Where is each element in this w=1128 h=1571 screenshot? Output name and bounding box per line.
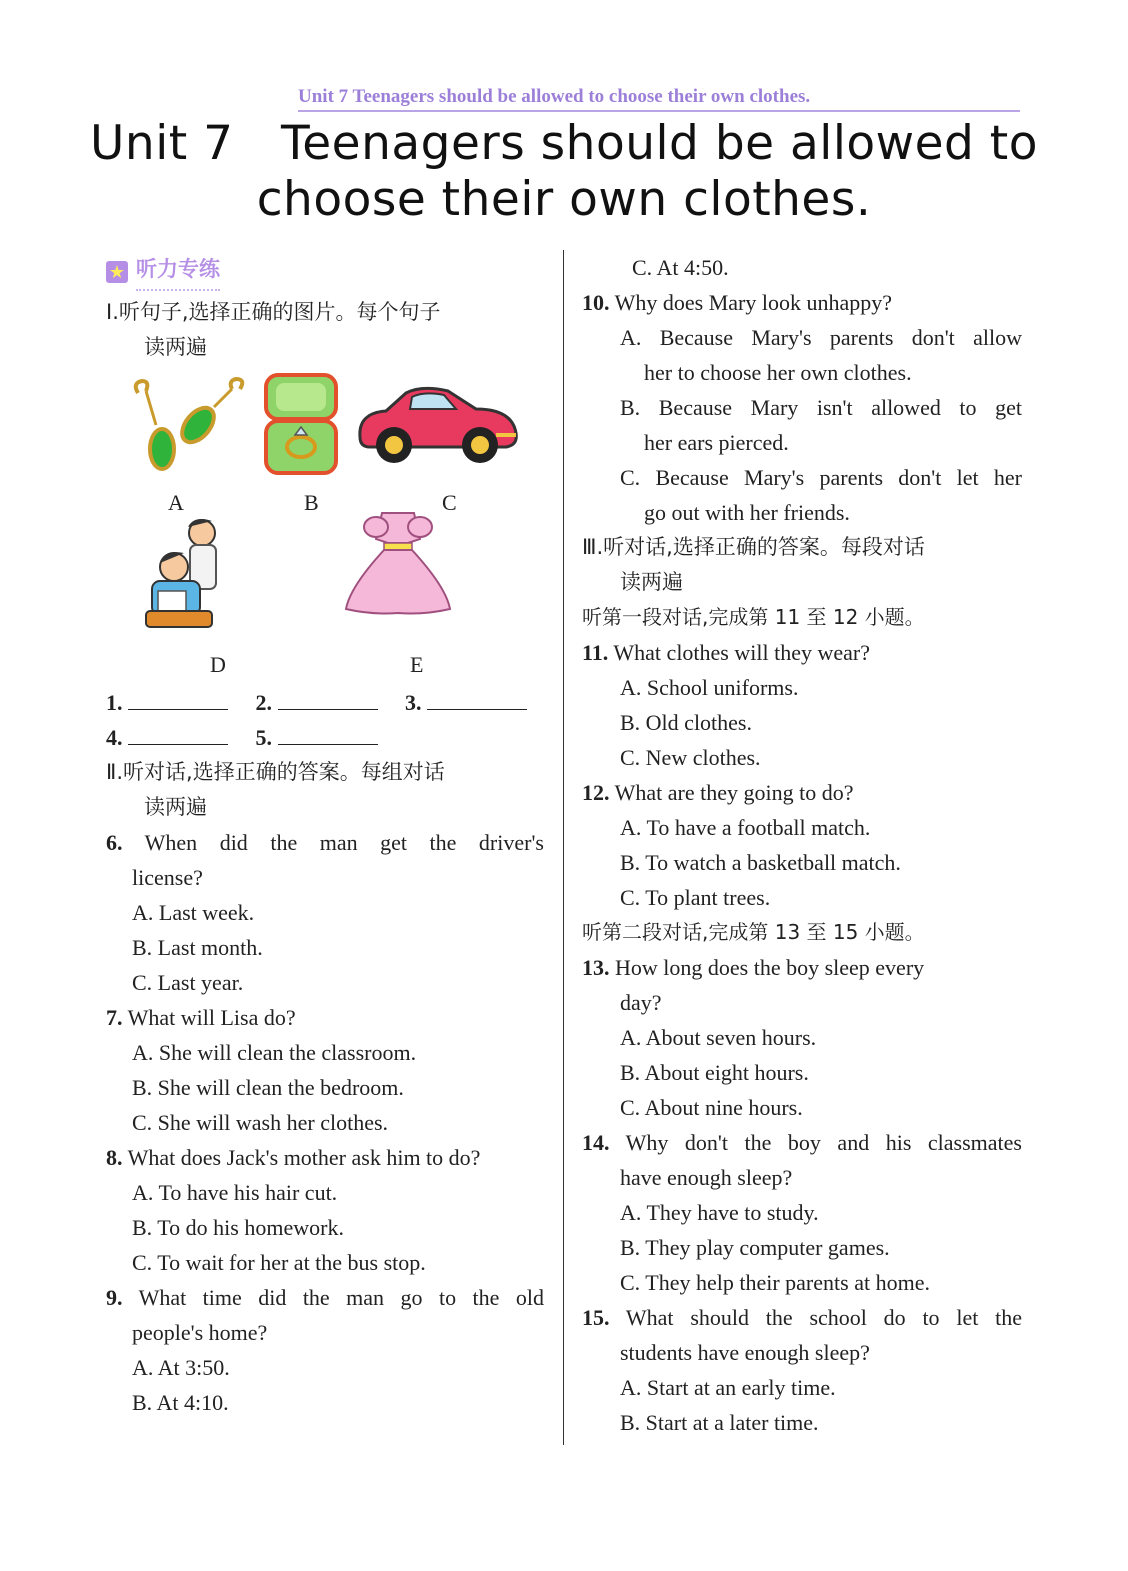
title-line-2: choose their own clothes. xyxy=(256,172,872,227)
question-13 xyxy=(582,950,1022,985)
question-9-option-c[interactable]: C. At 4:50. xyxy=(632,255,729,280)
picture-b-label: B xyxy=(304,490,319,515)
question-13-option-c[interactable]: C. About nine hours. xyxy=(620,1095,803,1120)
blank-2-number: 2. xyxy=(255,690,272,715)
picture-options xyxy=(106,365,546,685)
blank-3-number: 3. xyxy=(405,690,422,715)
question-8-option-c[interactable]: C. To wait for her at the bus stop. xyxy=(132,1250,426,1275)
picture-d-label: D xyxy=(210,652,226,677)
section-2-heading xyxy=(106,755,546,790)
question-7-option-a[interactable]: A. She will clean the classroom. xyxy=(132,1040,417,1065)
question-9-number: 9. xyxy=(106,1285,123,1310)
question-13-option-a[interactable]: A. About seven hours. xyxy=(620,1025,817,1050)
answer-blanks-row-1 xyxy=(106,685,546,720)
question-11-option-c[interactable]: C. New clothes. xyxy=(620,745,761,770)
blank-5-number: 5. xyxy=(255,725,272,750)
question-9-stem-cont: people's home? xyxy=(132,1320,268,1345)
question-15-stem-cont: students have enough sleep? xyxy=(620,1340,870,1365)
question-7-option-c[interactable]: C. She will wash her clothes. xyxy=(132,1110,389,1135)
question-9-option-b[interactable]: B. At 4:10. xyxy=(132,1390,229,1415)
ring-box-icon xyxy=(262,369,340,479)
answer-blanks-row-2 xyxy=(106,720,546,755)
left-column xyxy=(106,250,546,1420)
section-2-text: 听对话,选择正确的答案。每组对话 xyxy=(123,760,445,784)
question-12-option-c[interactable]: C. To plant trees. xyxy=(620,885,771,910)
question-12 xyxy=(582,775,1022,810)
question-6-option-a[interactable]: A. Last week. xyxy=(132,900,255,925)
question-14-option-b[interactable]: B. They play computer games. xyxy=(620,1235,890,1260)
question-10-option-b[interactable]: B. Because Mary isn't allowed to get xyxy=(620,395,1022,420)
answer-blank-3[interactable] xyxy=(427,687,527,710)
picture-e-label: E xyxy=(410,652,424,677)
question-14-number: 14. xyxy=(582,1130,610,1155)
dialogue-2-instruction: 听第二段对话,完成第 13 至 15 小题。 xyxy=(582,920,925,944)
question-15-option-b[interactable]: B. Start at a later time. xyxy=(620,1410,819,1435)
column-divider xyxy=(563,250,564,1445)
star-icon: ★ xyxy=(106,261,128,283)
question-8-option-a[interactable]: A. To have his hair cut. xyxy=(132,1180,338,1205)
question-10 xyxy=(582,285,1022,320)
question-15-number: 15. xyxy=(582,1305,610,1330)
question-6-stem: When did the man get the driver's xyxy=(144,830,544,855)
question-12-option-b[interactable]: B. To watch a basketball match. xyxy=(620,850,901,875)
question-15-stem: What should the school do to let the xyxy=(625,1305,1022,1330)
badge-label: 听力专练 xyxy=(136,252,220,291)
question-11-stem: What clothes will they wear? xyxy=(613,640,870,665)
dialogue-1-instruction: 听第一段对话,完成第 11 至 12 小题。 xyxy=(582,605,925,629)
question-10-option-a[interactable]: A. Because Mary's parents don't allow xyxy=(620,325,1022,350)
question-7-stem: What will Lisa do? xyxy=(127,1005,296,1030)
page-title xyxy=(80,116,1048,228)
picture-a-label: A xyxy=(168,490,184,515)
question-7 xyxy=(106,1000,546,1035)
picture-c-label: C xyxy=(442,490,457,515)
section-1-text: 听句子,选择正确的图片。每个句子 xyxy=(118,300,441,324)
question-14-stem: Why don't the boy and his classmates xyxy=(625,1130,1022,1155)
car-icon xyxy=(352,379,522,471)
question-11-option-a[interactable]: A. School uniforms. xyxy=(620,675,799,700)
question-6-number: 6. xyxy=(106,830,123,855)
blank-1-number: 1. xyxy=(106,690,123,715)
section-3-text-cont: 读两遍 xyxy=(620,570,683,594)
answer-blank-5[interactable] xyxy=(278,722,378,745)
answer-blank-2[interactable] xyxy=(278,687,378,710)
question-8-stem: What does Jack's mother ask him to do? xyxy=(127,1145,481,1170)
blank-4-number: 4. xyxy=(106,725,123,750)
question-12-stem: What are they going to do? xyxy=(614,780,854,805)
question-6-stem-cont: license? xyxy=(132,865,203,890)
section-3-text: 听对话,选择正确的答案。每段对话 xyxy=(603,535,925,559)
question-15 xyxy=(582,1300,1022,1335)
section-1-heading xyxy=(106,295,546,330)
title-line-1: Unit 7 Teenagers should be allowed to xyxy=(90,116,1038,171)
question-13-stem-cont: day? xyxy=(620,990,662,1015)
question-10-stem: Why does Mary look unhappy? xyxy=(614,290,892,315)
question-14-option-a[interactable]: A. They have to study. xyxy=(620,1200,819,1225)
section-1-text-cont: 读两遍 xyxy=(144,335,207,359)
question-7-option-b[interactable]: B. She will clean the bedroom. xyxy=(132,1075,404,1100)
question-12-number: 12. xyxy=(582,780,610,805)
question-8 xyxy=(106,1140,546,1175)
question-10-number: 10. xyxy=(582,290,610,315)
section-2-text-cont: 读两遍 xyxy=(144,795,207,819)
question-9-option-a[interactable]: A. At 3:50. xyxy=(132,1355,230,1380)
question-10-option-a-cont: her to choose her own clothes. xyxy=(644,360,912,385)
question-11-number: 11. xyxy=(582,640,609,665)
earrings-icon xyxy=(128,375,250,475)
question-12-option-a[interactable]: A. To have a football match. xyxy=(620,815,871,840)
running-head: Unit 7 Teenagers should be allowed to choose their own clothes. xyxy=(298,86,1020,112)
question-8-number: 8. xyxy=(106,1145,123,1170)
question-9 xyxy=(106,1280,546,1315)
question-6-option-c[interactable]: C. Last year. xyxy=(132,970,244,995)
section-3-label: Ⅲ. xyxy=(582,535,604,559)
question-10-option-c[interactable]: C. Because Mary's parents don't let her xyxy=(620,465,1022,490)
listening-badge xyxy=(106,252,546,291)
haircut-icon xyxy=(142,515,226,631)
dress-icon xyxy=(342,509,454,617)
question-13-option-b[interactable]: B. About eight hours. xyxy=(620,1060,809,1085)
answer-blank-4[interactable] xyxy=(128,722,228,745)
question-14-option-c[interactable]: C. They help their parents at home. xyxy=(620,1270,930,1295)
section-2-label: Ⅱ. xyxy=(106,760,124,784)
answer-blank-1[interactable] xyxy=(128,687,228,710)
section-3-heading xyxy=(582,530,1022,565)
question-9-stem: What time did the man go to the old xyxy=(138,1285,544,1310)
question-11 xyxy=(582,635,1022,670)
question-15-option-a[interactable]: A. Start at an early time. xyxy=(620,1375,836,1400)
question-11-option-b[interactable]: B. Old clothes. xyxy=(620,710,752,735)
section-1-label: Ⅰ. xyxy=(106,300,119,324)
question-10-option-b-cont: her ears pierced. xyxy=(644,430,789,455)
question-6-option-b[interactable]: B. Last month. xyxy=(132,935,263,960)
question-14 xyxy=(582,1125,1022,1160)
question-13-number: 13. xyxy=(582,955,610,980)
question-10-option-c-cont: go out with her friends. xyxy=(644,500,850,525)
question-7-number: 7. xyxy=(106,1005,123,1030)
question-14-stem-cont: have enough sleep? xyxy=(620,1165,793,1190)
question-8-option-b[interactable]: B. To do his homework. xyxy=(132,1215,344,1240)
question-6 xyxy=(106,825,546,860)
right-column xyxy=(582,250,1022,1440)
question-13-stem: How long does the boy sleep every xyxy=(615,955,925,980)
